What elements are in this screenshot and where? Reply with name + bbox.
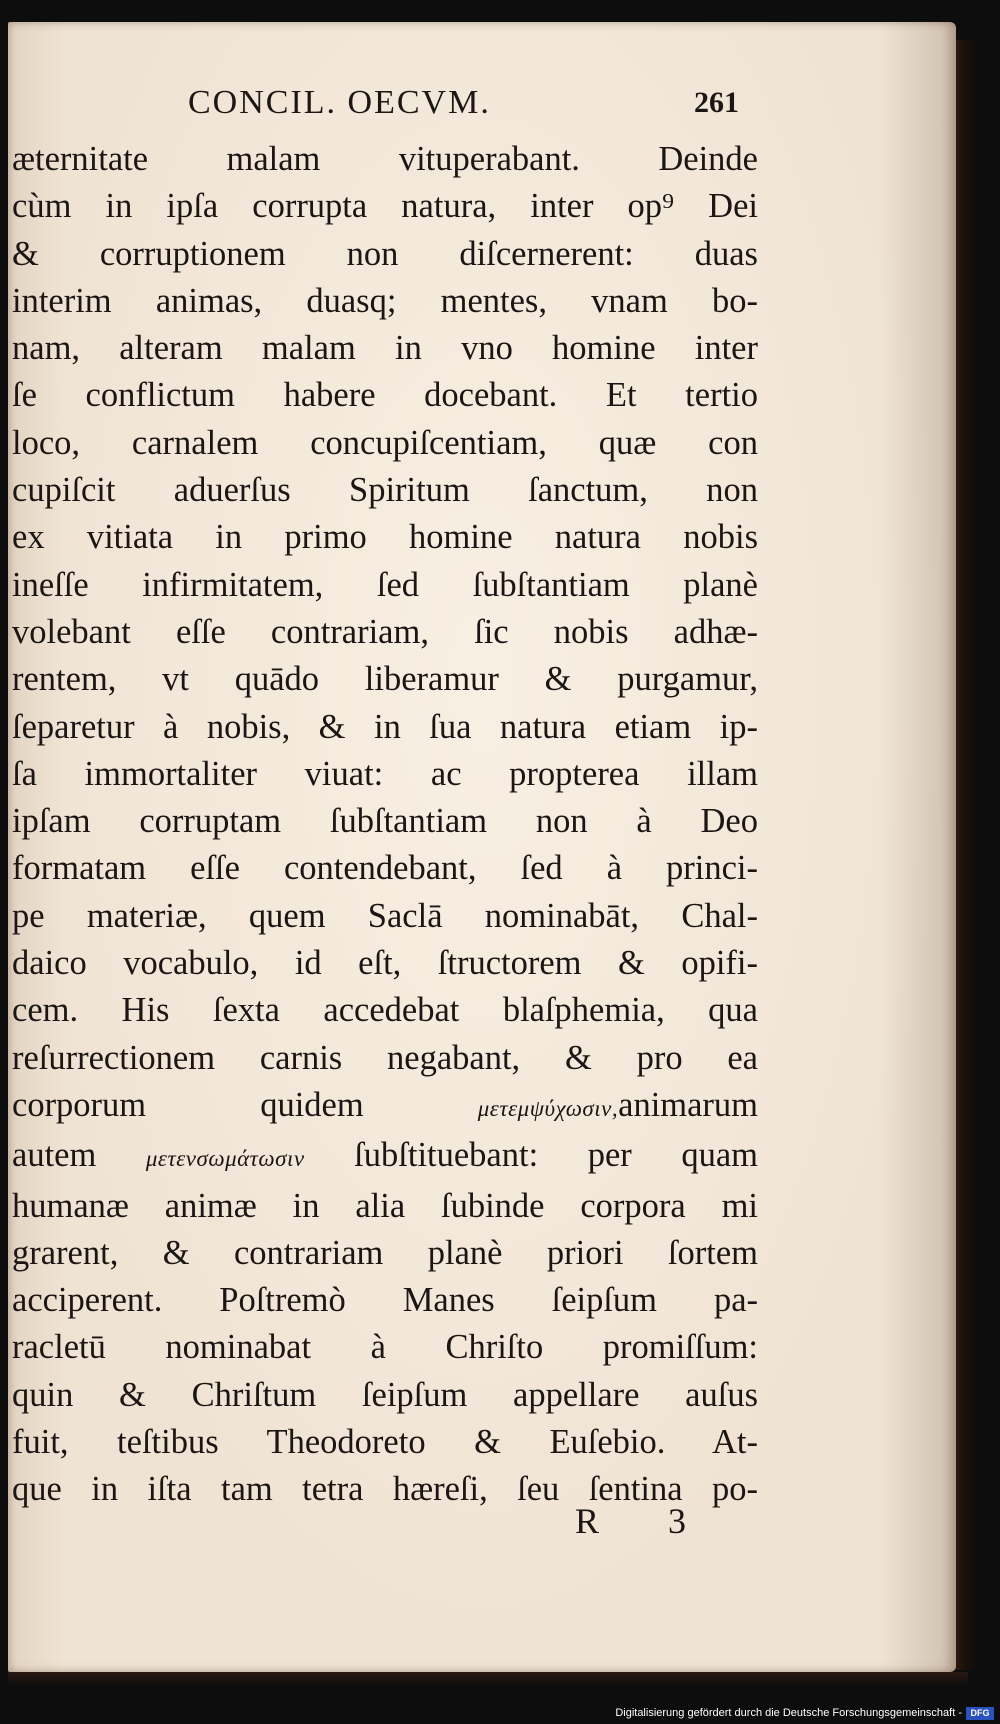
text-line: quin & Chriſtum ſeipſum appellare auſus [12, 1375, 758, 1414]
text-line: racletū nominabat à Chriſto promiſſum: [12, 1328, 758, 1367]
text-line: rentem, vt quādo liberamur & purgamur, [12, 660, 758, 699]
text-line [12, 1082, 758, 1132]
text-line: loco, carnalem concupiſcentiam, quæ con [12, 423, 758, 462]
text-segment: autem [12, 1136, 146, 1175]
text-line: que in iſta tam tetra hæreſi, ſeu ſentina po- [12, 1470, 758, 1509]
footer-bar [0, 1704, 1000, 1724]
text-line: ſe conflictum habere docebant. Et tertio [12, 376, 758, 415]
text-line: cem. His ſexta accedebat blaſphemia, qua [12, 991, 758, 1030]
text-line: ſa immortaliter viuat: ac propterea illam [12, 754, 758, 793]
body-text [12, 136, 758, 1514]
text-line: æternitate malam vituperabant. Deinde [12, 140, 758, 178]
running-head [14, 84, 744, 128]
text-line: daico vocabulo, id eſt, ſtructorem & opifi- [12, 944, 758, 983]
greek-word: μετενσωμάτωσιν [145, 1146, 305, 1172]
text-line: & corruptionem non diſcernerent: duas [12, 234, 758, 273]
text-line: fuit, teſtibus Theodoreto & Euſebio. At- [12, 1423, 758, 1462]
text-line: acciperent. Poſtremò Manes ſeipſum pa- [12, 1281, 758, 1320]
text-line: cùm in ipſa corrupta natura, inter op⁹ Dei [12, 187, 758, 226]
text-line: formatam eſſe contendebant, ſed à princi- [12, 849, 758, 888]
text-line [12, 1132, 758, 1182]
page-number: 261 [694, 86, 739, 119]
funding-credit: Digitalisierung gefördert durch die Deutsche Forschungsgemeinschaft - [615, 1707, 962, 1719]
text-line: ſeparetur à nobis, & in ſua natura etiam ip- [12, 707, 758, 746]
text-line: grarent, & contrariam planè priori ſortem [12, 1233, 758, 1272]
text-line: ipſam corruptam ſubſtantiam non à Deo [12, 802, 758, 841]
text-line: ex vitiata in primo homine natura nobis [12, 518, 758, 557]
text-line: pe materiæ, quem Saclā nominabāt, Chal- [12, 896, 758, 935]
text-line: interim animas, duasq; mentes, vnam bo- [12, 281, 758, 320]
text-line: nam, alteram malam in vno homine inter [12, 329, 758, 368]
text-segment: ſubſtituebant: per quam [304, 1136, 759, 1175]
greek-word: μετεμψύχωσιν, [477, 1095, 619, 1121]
text-line: cupiſcit aduerſus Spiritum ſanctum, non [12, 471, 758, 510]
text-segment: corporum quidem [12, 1085, 478, 1124]
text-segment: animarum [618, 1085, 758, 1124]
dfg-logo-icon: DFG [966, 1707, 994, 1720]
text-line: ineſſe infirmitatem, ſed ſubſtantiam planè [12, 565, 758, 604]
text-line: humanæ animæ in alia ſubinde corpora mi [12, 1186, 758, 1225]
text-line: volebant eſſe contrariam, ſic nobis adhæ- [12, 612, 758, 651]
text-line: reſurrectionem carnis negabant, & pro ea [12, 1038, 758, 1077]
running-head-title: CONCIL. OECVM. [188, 84, 491, 121]
book-bottom-edge [8, 1672, 968, 1686]
signature-mark: R 3 [575, 1501, 717, 1541]
